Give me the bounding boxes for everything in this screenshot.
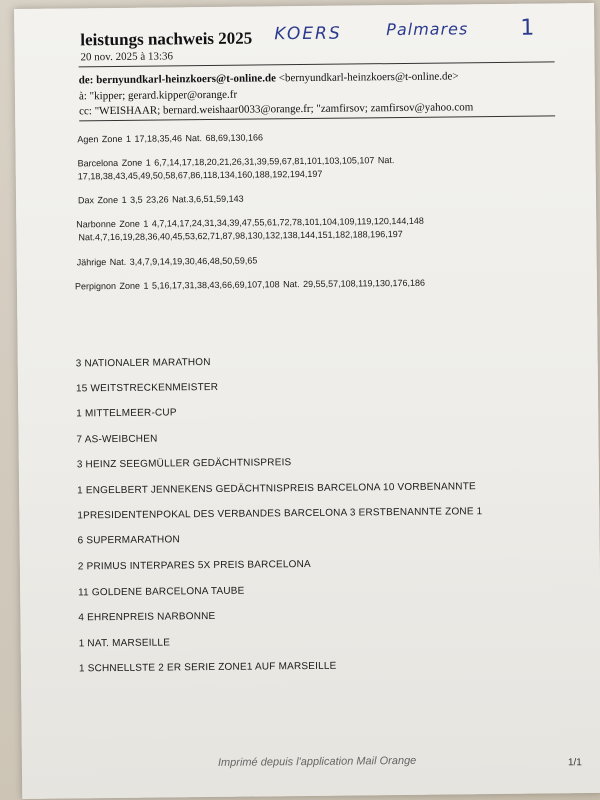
result-line: Narbonne Zone 1 4,7,14,17,24,31,34,39,47,55,61,72,78,101,104,109,119,120,144,148 — [76, 215, 424, 230]
award-line: 11 GOLDENE BARCELONA TAUBE — [78, 585, 245, 599]
from-line — [79, 70, 459, 86]
result-line: Barcelona Zone 1 6,7,14,17,18,20,21,26,31,39,59,67,81,101,103,105,107 Nat. — [77, 155, 395, 169]
award-line: 15 WEITSTRECKENMEISTER — [75, 381, 219, 395]
award-line: 6 SUPERMARATHON — [77, 534, 180, 547]
result-line: 17,18,38,43,45,49,50,58,67,86,118,134,160,188,192,194,197 — [77, 168, 323, 182]
page-number: 1/1 — [567, 757, 582, 769]
award-line: 3 HEINZ SEEGMÜLLER GEDÄCHTNISPREIS — [76, 457, 292, 471]
result-line: Agen Zone 1 17,18,35,46 Nat. 68,69,130,166 — [77, 132, 264, 145]
document-title: leistungs nachweis 2025 — [80, 28, 253, 50]
award-line: 1PRESIDENTENPOKAL DES VERBANDES BARCELONA 3 ERSTBENANNTE ZONE 1 — [77, 506, 483, 522]
from-label: de: — [78, 74, 94, 87]
from-email: bernyundkarl-heinzkoers@t-online.de — [96, 72, 277, 87]
document-date: 20 nov. 2025 à 13:36 — [80, 50, 174, 64]
award-line: 1 MITTELMEER-CUP — [76, 407, 177, 420]
award-line: 7 AS-WEIBCHEN — [76, 433, 158, 446]
award-line: 2 PRIMUS INTERPARES 5X PREIS BARCELONA — [77, 558, 311, 573]
printed-page — [14, 3, 600, 799]
handwritten-koers: KOERS — [274, 23, 342, 45]
from-email-full: <bernyundkarl-heinzkoers@t-online.de> — [278, 70, 459, 85]
print-footer: Imprimé depuis l'application Mail Orange — [217, 754, 417, 769]
award-line: 4 EHRENPREIS NARBONNE — [78, 610, 216, 624]
handwritten-number: 1 — [520, 15, 537, 41]
result-line: Dax Zone 1 3,5 23,26 Nat.3,6,51,59,143 — [77, 193, 244, 206]
award-line: 3 NATIONALER MARATHON — [75, 356, 211, 370]
to-line: à: "kipper; gerard.kipper@orange.fr — [78, 88, 238, 103]
result-line: Perpignon Zone 1 5,16,17,31,38,43,66,69,107,108 Nat. 29,55,57,108,119,130,176,186 — [74, 277, 426, 292]
handwritten-palmares: Palmares — [386, 19, 469, 40]
award-line: 1 SCHNELLSTE 2 ER SERIE ZONE1 AUF MARSEILLE — [78, 660, 337, 675]
award-line: 1 NAT. MARSEILLE — [78, 637, 171, 650]
award-line: 1 ENGELBERT JENNEKENS GEDÄCHTNISPREIS BARCELONA 10 VORBENANNTE — [77, 481, 476, 497]
result-line: Nat.4,7,16,19,28,36,40,45,53,62,71,87,98,130,132,138,144,151,182,188,196,197 — [78, 228, 403, 243]
cc-line: cc: "WEISHAAR; bernard.weishaar0033@orange.fr; "zamfirsov; zamfirsov@yahoo.com — [79, 101, 474, 118]
result-line: Jährige Nat. 3,4,7,9,14,19,30,46,48,50,59,65 — [76, 255, 258, 268]
